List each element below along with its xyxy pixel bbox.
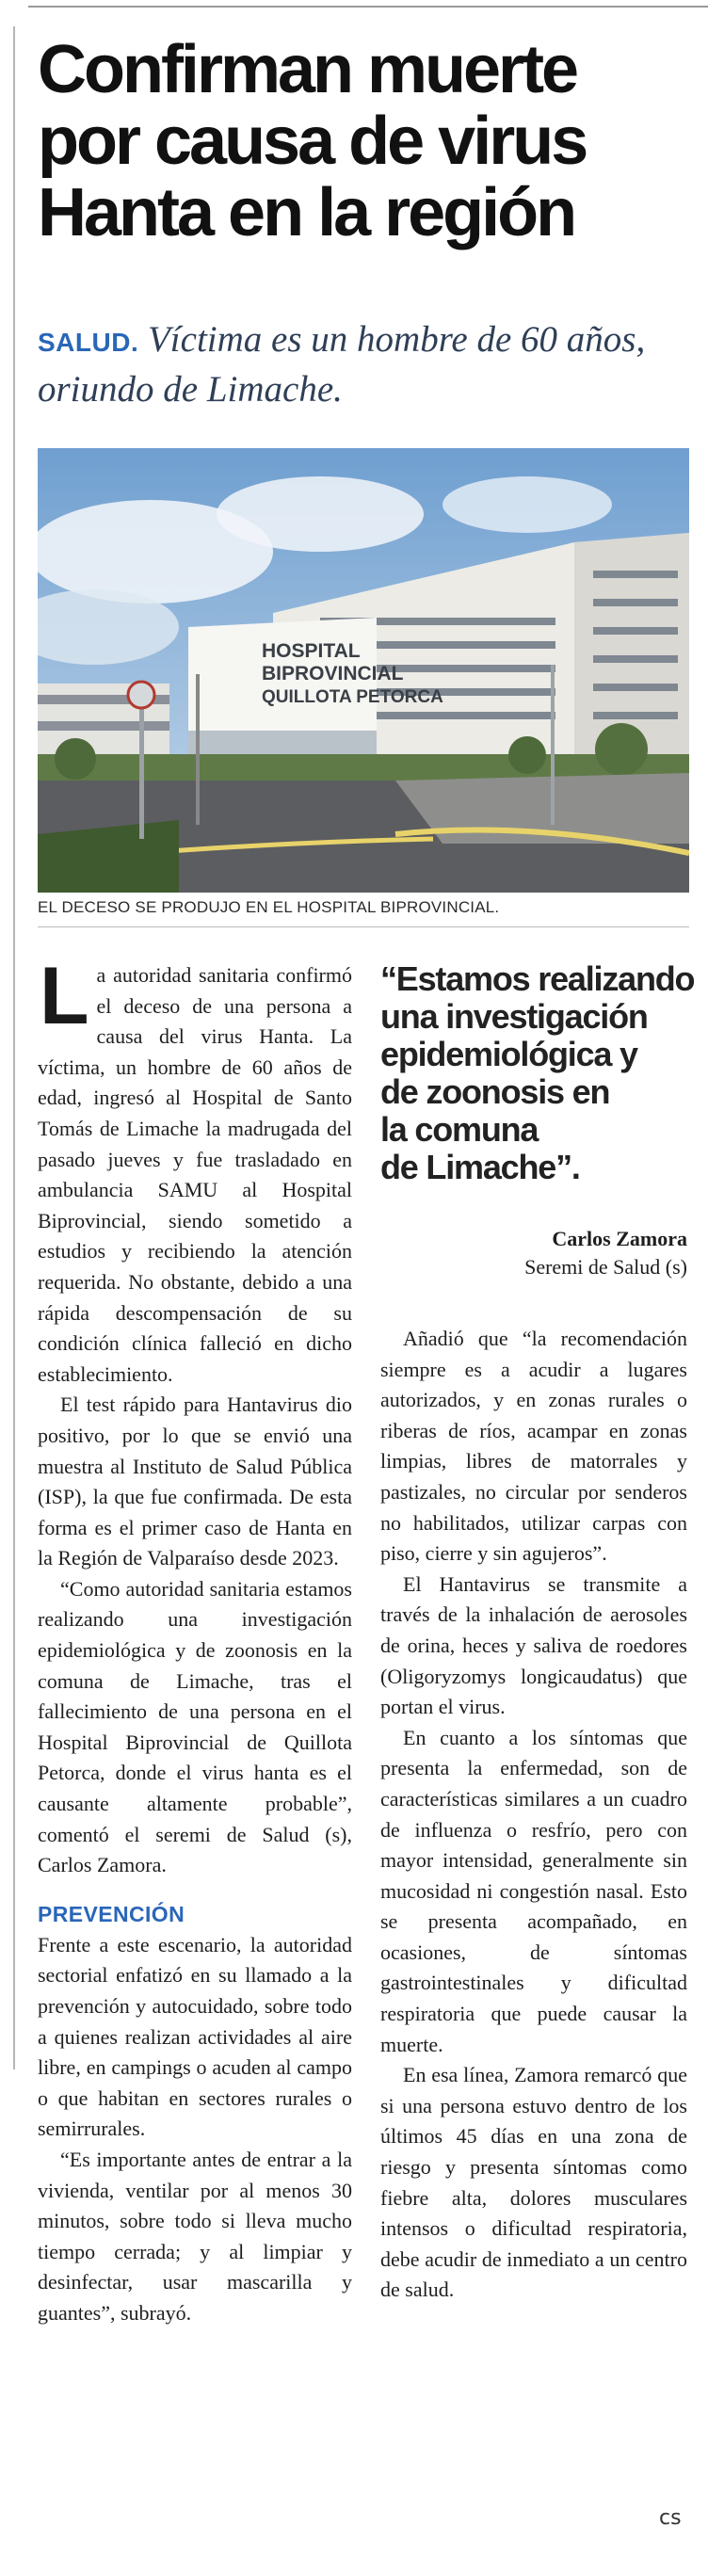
left-margin-rule xyxy=(13,26,15,2069)
subheadline xyxy=(38,316,678,413)
top-divider xyxy=(28,6,708,8)
quote-author: Carlos Zamora xyxy=(552,1227,687,1250)
pull-quote-line-3: epidemiológica y xyxy=(380,1035,637,1073)
headline xyxy=(38,34,687,249)
sign-line-3: QUILLOTA PETORCA xyxy=(262,687,443,707)
pull-quote-line-5: la comuna xyxy=(380,1110,539,1149)
pull-quote-line-4: de zoonosis en xyxy=(380,1072,610,1111)
sign-line-1: HOSPITAL xyxy=(262,640,361,662)
sign-line-2: BIPROVINCIAL xyxy=(262,663,404,684)
article-column-right xyxy=(380,959,695,2306)
body-paragraph-5: “Es importante antes de entrar a la vivienda, ventilar por al menos 30 minutos, sobre todo si lleva mucho tiempo cerrada; y al limpiar y desinfectar, usar mascarilla y guantes”, subrayó. xyxy=(38,2147,352,2325)
body-paragraph-1: a autoridad sanitaria confirmó el deceso de una persona a causa del virus Hanta. La víctima, un hombre de 60 años de edad, ingresó al Hospital de Santo Tomás de Limache la madrugada del pasado jueves y fue trasladado en ambulancia SAMU al Hospital Biprovincial, siendo sometido a estudios y recibiendo la atención requerida. No obstante, debido a una rápida descompensación de su condición clínica falleció en dicho establecimiento. xyxy=(38,963,352,1386)
traffic-sign xyxy=(128,682,154,708)
pull-quote xyxy=(380,959,695,1186)
headline-line-2: por causa de virus xyxy=(38,104,587,179)
pull-quote-line-6: de Limache”. xyxy=(380,1148,580,1186)
end-of-article-mark: cs xyxy=(659,2506,682,2530)
body-paragraph-3: “Como autoridad sanitaria estamos realizando una investigación epidemiológica y de zoonosis en la comuna de Limache, tras el fallecimiento de una persona en el Hospital Biprovincial de Quillota Petorca, donde el virus hanta es el causante altamente probable”, comentó el seremi de Salud (s), Carlos Zamora. xyxy=(38,1576,352,1877)
body-paragraph-9: En esa línea, Zamora remarcó que si una persona estuvo dentro de los últimos 45 días en una zona de riesgo y presenta síntomas como fiebre alta, dolores musculares intensos o dificultad respiratoria, debe acudir de inmediato a un centro de salud. xyxy=(380,2063,687,2302)
body-paragraph-4: Frente a este escenario, la autoridad sectorial enfatizó en su llamado a la prevención y autocuidado, sobre todo a quienes realizan actividades al aire libre, en campings o acuden al campo o que habitan en sectores rurales o semirrurales. xyxy=(38,1932,352,2141)
dropcap: L xyxy=(40,951,89,1041)
pull-quote-line-2: una investigación xyxy=(380,997,648,1036)
body-paragraph-7: El Hantavirus se transmite a través de la inhalación de aerosoles de orina, heces y saliva de roedores (Oligoryzomys longicaudatus) que portan el virus. xyxy=(380,1571,687,1719)
headline-line-3: Hanta en la región xyxy=(38,175,575,250)
section-title-prevencion: PREVENCIÓN xyxy=(38,1901,185,1926)
photo-caption: EL DECESO SE PRODUJO EN EL HOSPITAL BIPROVINCIAL. xyxy=(38,898,500,916)
body-paragraph-8: En cuanto a los síntomas que presenta la enfermedad, son de características similares a un cuadro de influenza o resfrío, pero con mayor intensidad, generalmente sin mucosidad ni congestión nasal. Esto se presenta acompañado, en ocasiones, de síntomas gastrointestinales y dificultad respiratoria que puede causar la muerte. xyxy=(380,1725,687,2056)
quote-author-role: Seremi de Salud (s) xyxy=(524,1255,687,1279)
pull-quote-line-1: “Estamos realizando xyxy=(380,959,695,998)
body-paragraph-6: Añadió que “la recomendación siempre es a acudir a lugares autorizados, y en zonas rurales o riberas de ríos, acampar en zonas limpias, libres de matorrales y pastizales, no circular por senderos no habilitados, utilizar carpas con piso, cierre y sin agujeros”. xyxy=(380,1327,687,1566)
headline-line-1: Confirman muerte xyxy=(38,32,577,107)
body-paragraph-2: El test rápido para Hantavirus dio positivo, por lo que se envió una muestra al Instituto de Salud Pública (ISP), la que fue confirmada. De esta forma es el primer caso de Hanta en la Región de Valparaíso desde 2023. xyxy=(38,1393,352,1570)
subheadline-text: Víctima es un hombre de 60 años, oriundo de Limache. xyxy=(38,319,646,410)
section-kicker: SALUD. xyxy=(38,328,139,357)
caption-divider xyxy=(38,926,689,927)
hospital-photo xyxy=(38,448,689,893)
article-column-left xyxy=(38,951,352,2329)
